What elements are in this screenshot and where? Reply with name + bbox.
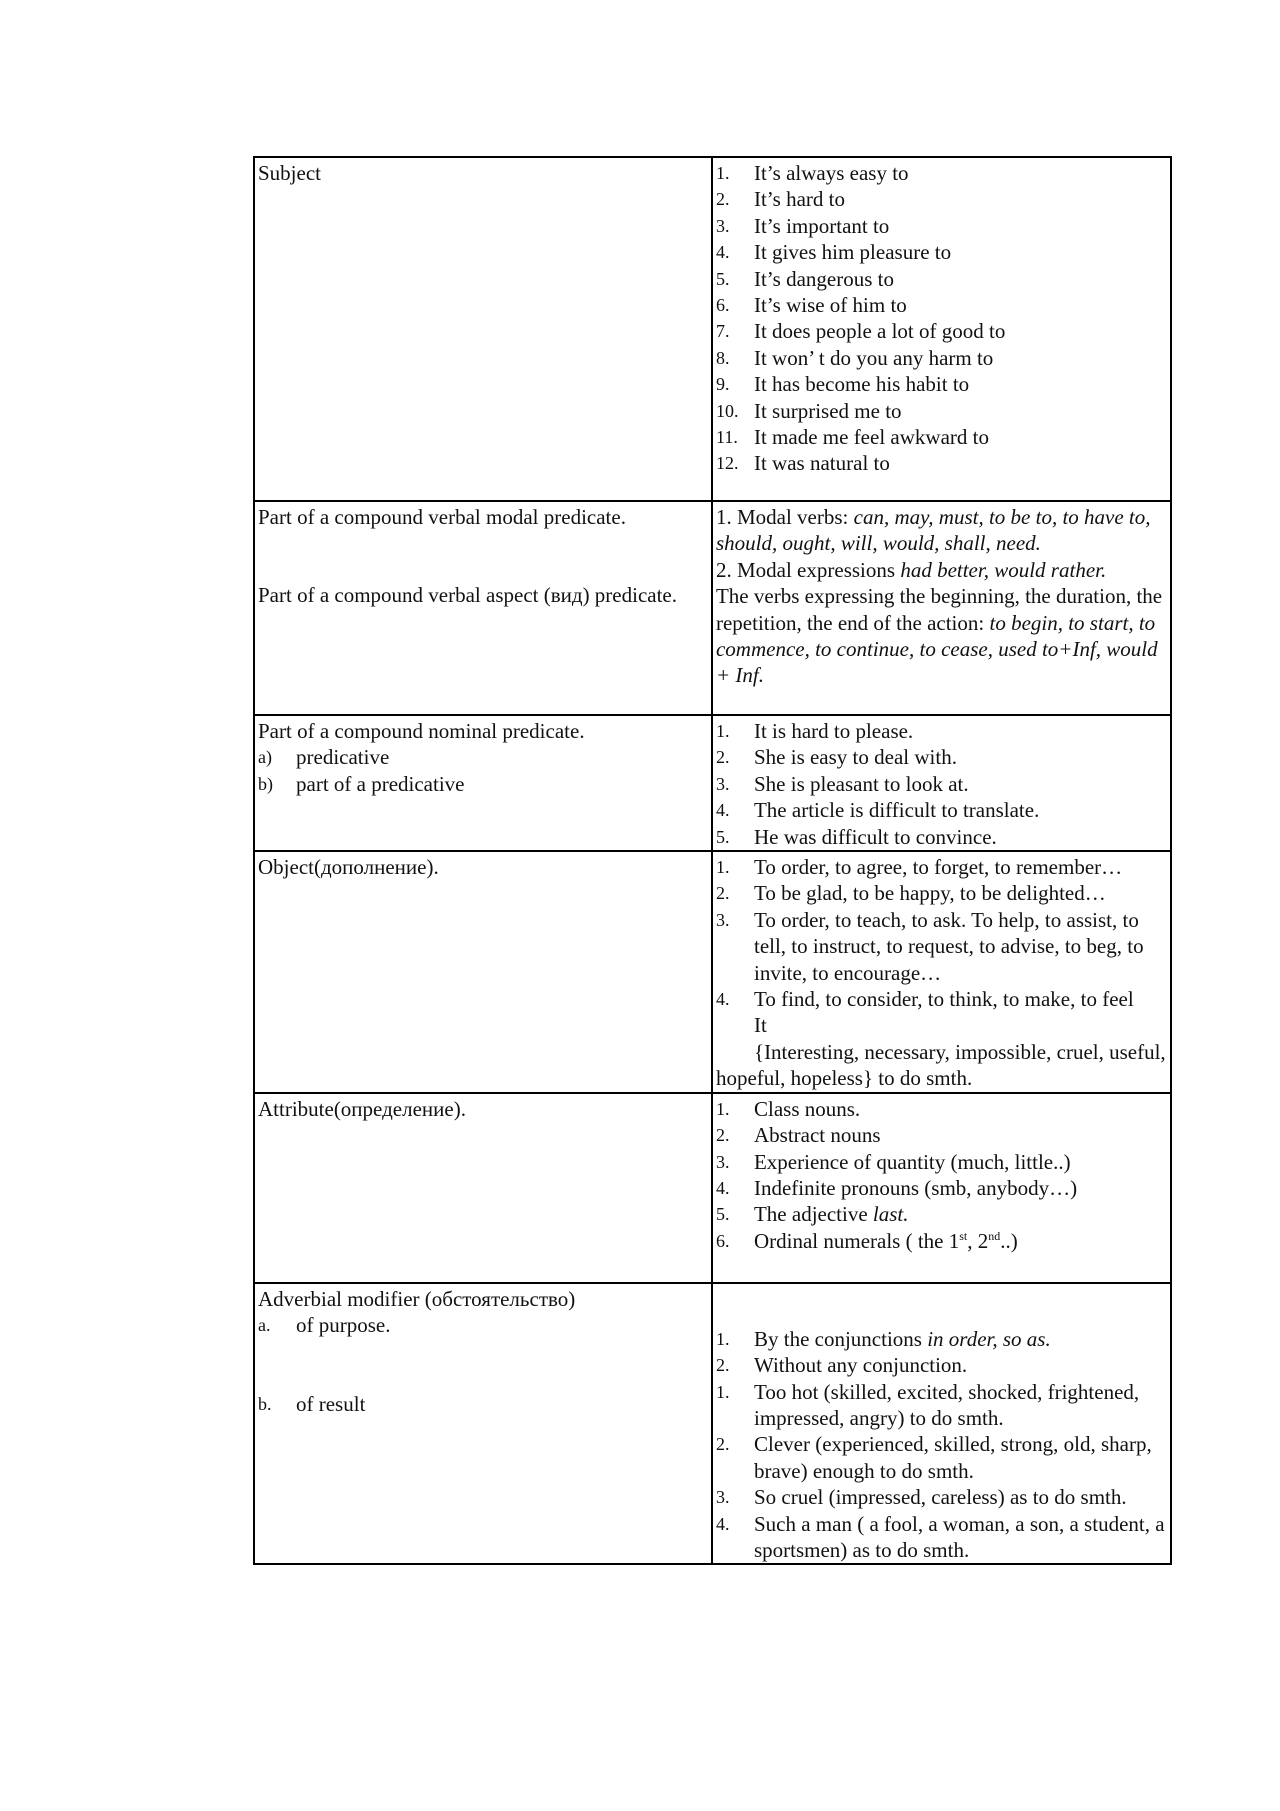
list-item: 6. Ordinal numerals ( the 1st, 2nd..) [715, 1228, 1018, 1253]
list-item: 2. It’s hard to [715, 187, 845, 212]
list-item: 3. Experience of quantity (much, little..) [715, 1149, 1071, 1174]
table-row-attribute [254, 1093, 1171, 1283]
attribute-label: Attribute(определение). [258, 1096, 466, 1121]
list-item: 5. It’s dangerous to [715, 266, 894, 291]
list-item: a. of purpose. [258, 1313, 391, 1338]
list-item: 11. It made me feel awkward to [715, 425, 989, 450]
aspect-verbs-line: The verbs expressing the beginning, the duration, the repetition, the end of the action: to begin, to start, to commence, to continue, to cease, used to+Inf, would + Inf. [715, 584, 1163, 688]
object-extra-it: It [753, 1013, 767, 1038]
list-item: 4. It gives him pleasure to [715, 240, 952, 265]
list-item: 1. It’s always easy to [715, 161, 909, 185]
modal-expressions-line: 2. Modal expressions had better, would rather. [715, 557, 1107, 582]
cell-adverbial-label [254, 1283, 712, 1565]
table-row-adverbial [254, 1283, 1171, 1565]
aspect-predicate-label: Part of a compound verbal aspect (вид) predicate. [258, 583, 678, 608]
object-label: Object(дополнение). [258, 855, 439, 880]
cell-nominal-examples [712, 715, 1171, 851]
list-item: 2. To be glad, to be happy, to be delighted… [715, 881, 1106, 906]
cell-object-label [254, 851, 712, 1093]
modal-predicate-label: Part of a compound verbal modal predicate. [258, 505, 626, 529]
list-item: 5. The adjective last. [715, 1202, 909, 1227]
table-row-modal [254, 501, 1171, 715]
list-item: 2. Without any conjunction. [715, 1353, 968, 1378]
list-item: 1. Too hot (skilled, excited, shocked, frightened, impressed, angry) to do smth. [715, 1379, 1140, 1430]
list-item: 4. The article is difficult to translate. [715, 798, 1040, 823]
list-item: 5. He was difficult to convince. [715, 824, 997, 849]
list-item: 4. To find, to consider, to think, to make, to feel [715, 987, 1134, 1012]
list-item: 1. It is hard to please. [715, 719, 914, 743]
subject-label: Subject [258, 161, 321, 185]
cell-object-examples [712, 851, 1171, 1093]
table-row-object [254, 851, 1171, 1093]
table-row-subject [254, 157, 1171, 501]
list-item: 1. By the conjunctions in order, so as. [715, 1326, 1051, 1351]
list-item: 8. It won’ t do you any harm to [715, 345, 994, 370]
list-item: b) part of a predicative [258, 771, 465, 796]
cell-nominal-label [254, 715, 712, 851]
list-item: 1. To order, to agree, to forget, to remember… [715, 855, 1123, 880]
infinitive-functions-table [253, 156, 1172, 1565]
cell-attribute-examples [712, 1093, 1171, 1283]
list-item: b. of result [258, 1391, 366, 1416]
list-item: 6. It’s wise of him to [715, 293, 907, 318]
cell-attribute-label [254, 1093, 712, 1283]
nominal-predicate-label: Part of a compound nominal predicate. [258, 719, 585, 743]
list-item: 3. It’s important to [715, 213, 890, 238]
list-item: 4. Such a man ( a fool, a woman, a son, a student, a sportsmen) as to do smth. [715, 1511, 1165, 1562]
table-row-nominal [254, 715, 1171, 851]
list-item: 2. Abstract nouns [715, 1123, 881, 1148]
list-item: a) predicative [258, 745, 390, 770]
cell-subject-label [254, 157, 712, 501]
list-item: 4. Indefinite pronouns (smb, anybody…) [715, 1175, 1078, 1200]
list-item: 12. It was natural to [715, 451, 890, 476]
cell-subject-examples [712, 157, 1171, 501]
list-item: 3. To order, to teach, to ask. To help, to assist, to tell, to instruct, to request, to advise, to beg, to invite, to encourage… [715, 907, 1144, 985]
modal-verbs-line: 1. Modal verbs: can, may, must, to be to, to have to, should, ought, will, would, shall, need. [715, 505, 1151, 556]
cell-modal-label [254, 501, 712, 715]
cell-adverbial-examples [712, 1283, 1171, 1565]
list-item: 2. She is easy to deal with. [715, 745, 957, 770]
list-item: 3. So cruel (impressed, careless) as to do smth. [715, 1485, 1127, 1510]
object-extra-adjectives: {Interesting, necessary, impossible, cruel, useful, hopeful, hopeless} to do smth. [715, 1039, 1166, 1091]
list-item: 9. It has become his habit to [715, 372, 970, 397]
adverbial-label: Adverbial modifier (обстоятельство) [258, 1286, 576, 1311]
list-item: 3. She is pleasant to look at. [715, 771, 969, 796]
list-item: 10. It surprised me to [715, 398, 902, 423]
list-item: 2. Clever (experienced, skilled, strong, old, sharp, brave) enough to do smth. [715, 1432, 1152, 1483]
list-item: 1. Class nouns. [715, 1096, 861, 1121]
cell-modal-examples [712, 501, 1171, 715]
list-item: 7. It does people a lot of good to [715, 319, 1006, 344]
